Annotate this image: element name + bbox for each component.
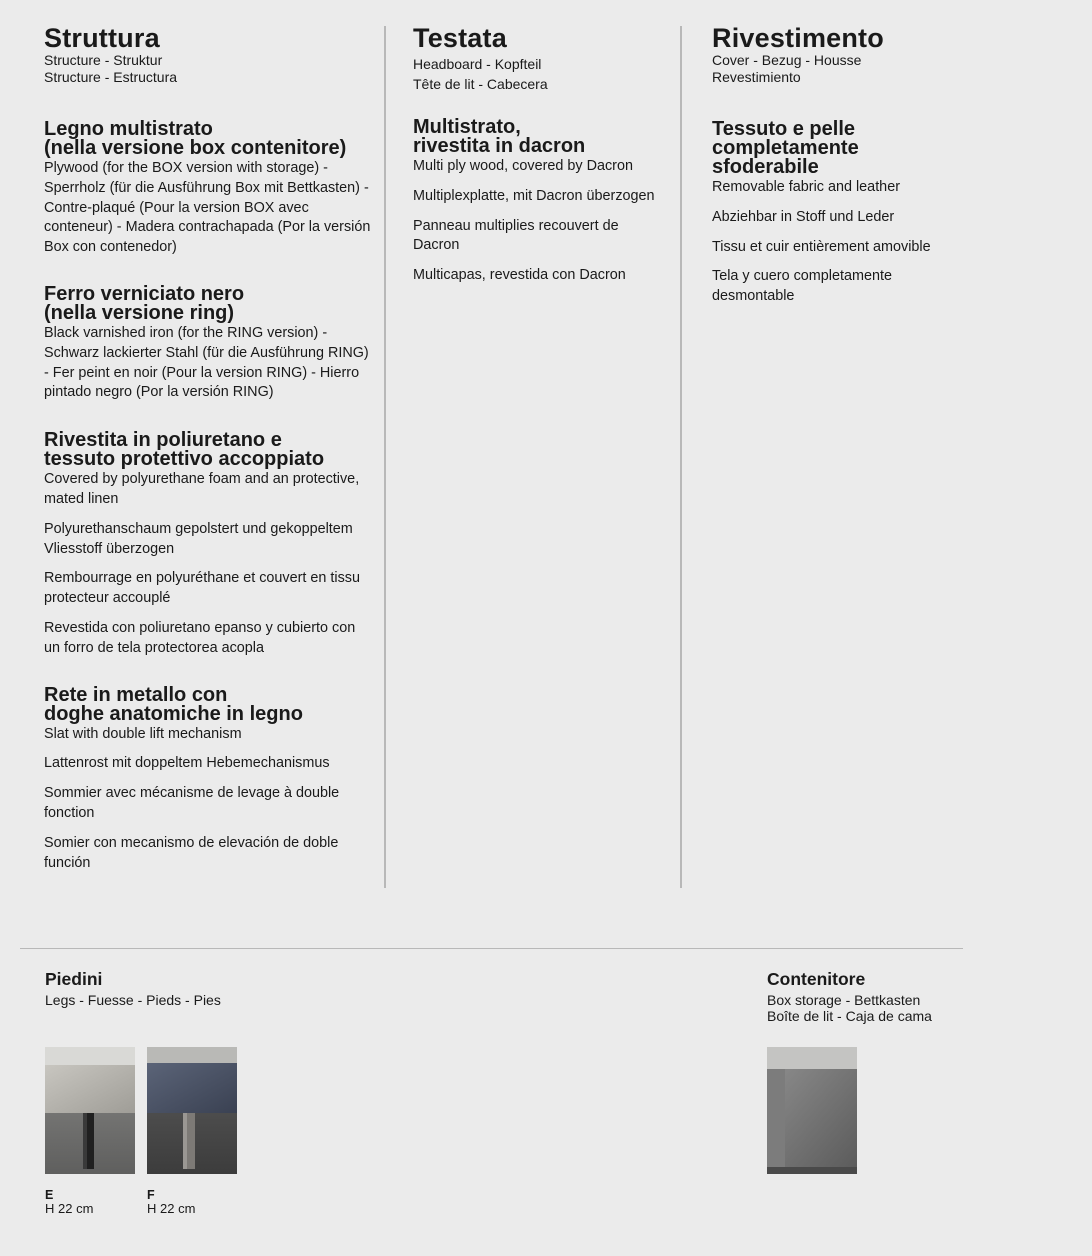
testata-section-multistrato (413, 118, 668, 286)
contenitore-title: Contenitore (767, 969, 866, 989)
struttura-section-slats (44, 683, 374, 874)
column-testata (413, 24, 668, 296)
section-paragraph: Rembourrage en polyuréthane et couvert en tissu protecteur accouplé (44, 570, 360, 607)
section-paragraph: Tela y cuero completamente desmontable (712, 268, 892, 305)
heading-line: Multistrato, (413, 116, 521, 138)
struttura-title: Struttura (44, 23, 160, 53)
section-heading (44, 431, 374, 469)
footer-divider (20, 948, 963, 949)
struttura-section-iron (44, 282, 374, 403)
column-struttura (44, 24, 374, 883)
heading-line: Tessuto e pelle (712, 118, 856, 140)
leg-e-photo (45, 1047, 135, 1174)
testata-subtitle-line: Headboard - Kopfteil (413, 56, 542, 72)
rivestimento-section-tessuto (712, 120, 962, 307)
section-heading (413, 118, 668, 156)
rivestimento-title: Rivestimento (712, 23, 884, 53)
section-paragraph: Revestida con poliuretano epanso y cubierto con un forro de tela protectorea acopla (44, 619, 356, 656)
struttura-subtitle-line: Structure - Estructura (44, 69, 178, 85)
struttura-section-plywood (44, 120, 374, 258)
section-heading (44, 282, 374, 324)
section-paragraph: Covered by polyurethane foam and an protective, mated linen (44, 471, 360, 507)
testata-subtitle-line: Tête de lit - Cabecera (413, 76, 548, 92)
heading-line: doghe anatomiche in legno (44, 702, 303, 725)
section-paragraph: Lattenrost mit doppeltem Hebemechanismus (44, 755, 330, 772)
section-paragraph: Slat with double lift mechanism (44, 725, 242, 742)
section-paragraph: Multi ply wood, covered by Dacron (413, 158, 633, 174)
box-storage-photo (767, 1047, 857, 1174)
heading-line: (nella versione ring) (44, 301, 235, 324)
section-paragraph: Removable fabric and leather (712, 179, 900, 195)
section-paragraph: Multicapas, revestida con Dacron (413, 267, 626, 284)
rivestimento-subtitle-line: Cover - Bezug - Housse (712, 52, 862, 68)
section-paragraph: Polyurethanschaum gepolstert und gekoppeltem Vliesstoff überzogen (44, 520, 353, 557)
section-heading (712, 120, 962, 177)
column-divider (680, 26, 682, 888)
piedini-title: Piedini (45, 969, 103, 989)
section-paragraph: Black varnished iron (for the RING version) - Schwarz lackierter Stahl (für die Ausführung RING) - Fer peint en noir (Pour la version RING) - Hierro pintado negro (Por la versión RING) (44, 324, 369, 401)
section-paragraph: Panneau multiplies recouvert de Dacron (413, 217, 619, 254)
section-paragraph: Somier con mecanismo de elevación de doble función (44, 834, 339, 871)
struttura-section-polyurethane (44, 431, 374, 658)
column-divider (384, 26, 386, 888)
section-heading (44, 120, 374, 158)
contenitore-subtitle (767, 992, 932, 1024)
heading-line: rivestita in dacron (413, 135, 586, 157)
section-paragraph: Sommier avec mécanisme de levage à double fonction (44, 785, 340, 821)
leg-f-photo (147, 1047, 237, 1174)
section-heading (44, 683, 374, 725)
contenitore-subtitle-line: Boîte de lit - Caja de cama (767, 1008, 932, 1024)
heading-line: sfoderabile (712, 156, 819, 178)
rivestimento-subtitle (712, 52, 962, 86)
column-rivestimento (712, 24, 962, 317)
piedini-subtitle: Legs - Fuesse - Pieds - Pies (45, 992, 221, 1008)
heading-line: Rivestita in poliuretano e (44, 429, 282, 452)
heading-line: (nella versione box contenitore) (44, 137, 347, 159)
leg-e-letter: E (45, 1188, 54, 1202)
contenitore-subtitle-line: Box storage - Bettkasten (767, 992, 921, 1008)
leg-f-dimension: H 22 cm (147, 1201, 196, 1216)
section-paragraph: Abziehbar in Stoff und Leder (712, 208, 895, 225)
heading-line: completamente (712, 137, 859, 159)
struttura-subtitle (44, 52, 374, 86)
heading-line: Rete in metallo con (44, 683, 228, 706)
heading-line: Legno multistrato (44, 118, 213, 140)
section-paragraph: Plywood (for the BOX version with storage) - Sperrholz (für die Ausführung Box mit Bettkasten) - Contre-plaqué (Pour la version BOX avec conteneur) - Madera contrachapada (Por la versión Box con contenedor) (44, 160, 371, 256)
leg-e-dimension: H 22 cm (45, 1201, 94, 1216)
leg-f-letter: F (147, 1188, 155, 1202)
heading-line: tessuto protettivo accoppiato (44, 448, 325, 471)
rivestimento-subtitle-line: Revestimiento (712, 69, 801, 85)
section-paragraph: Tissu et cuir entièrement amovible (712, 238, 931, 255)
section-paragraph: Multiplexplatte, mit Dacron überzogen (413, 187, 655, 204)
struttura-subtitle-line: Structure - Struktur (44, 52, 163, 68)
testata-title: Testata (413, 23, 507, 53)
heading-line: Ferro verniciato nero (44, 282, 245, 305)
testata-subtitle (413, 54, 668, 94)
